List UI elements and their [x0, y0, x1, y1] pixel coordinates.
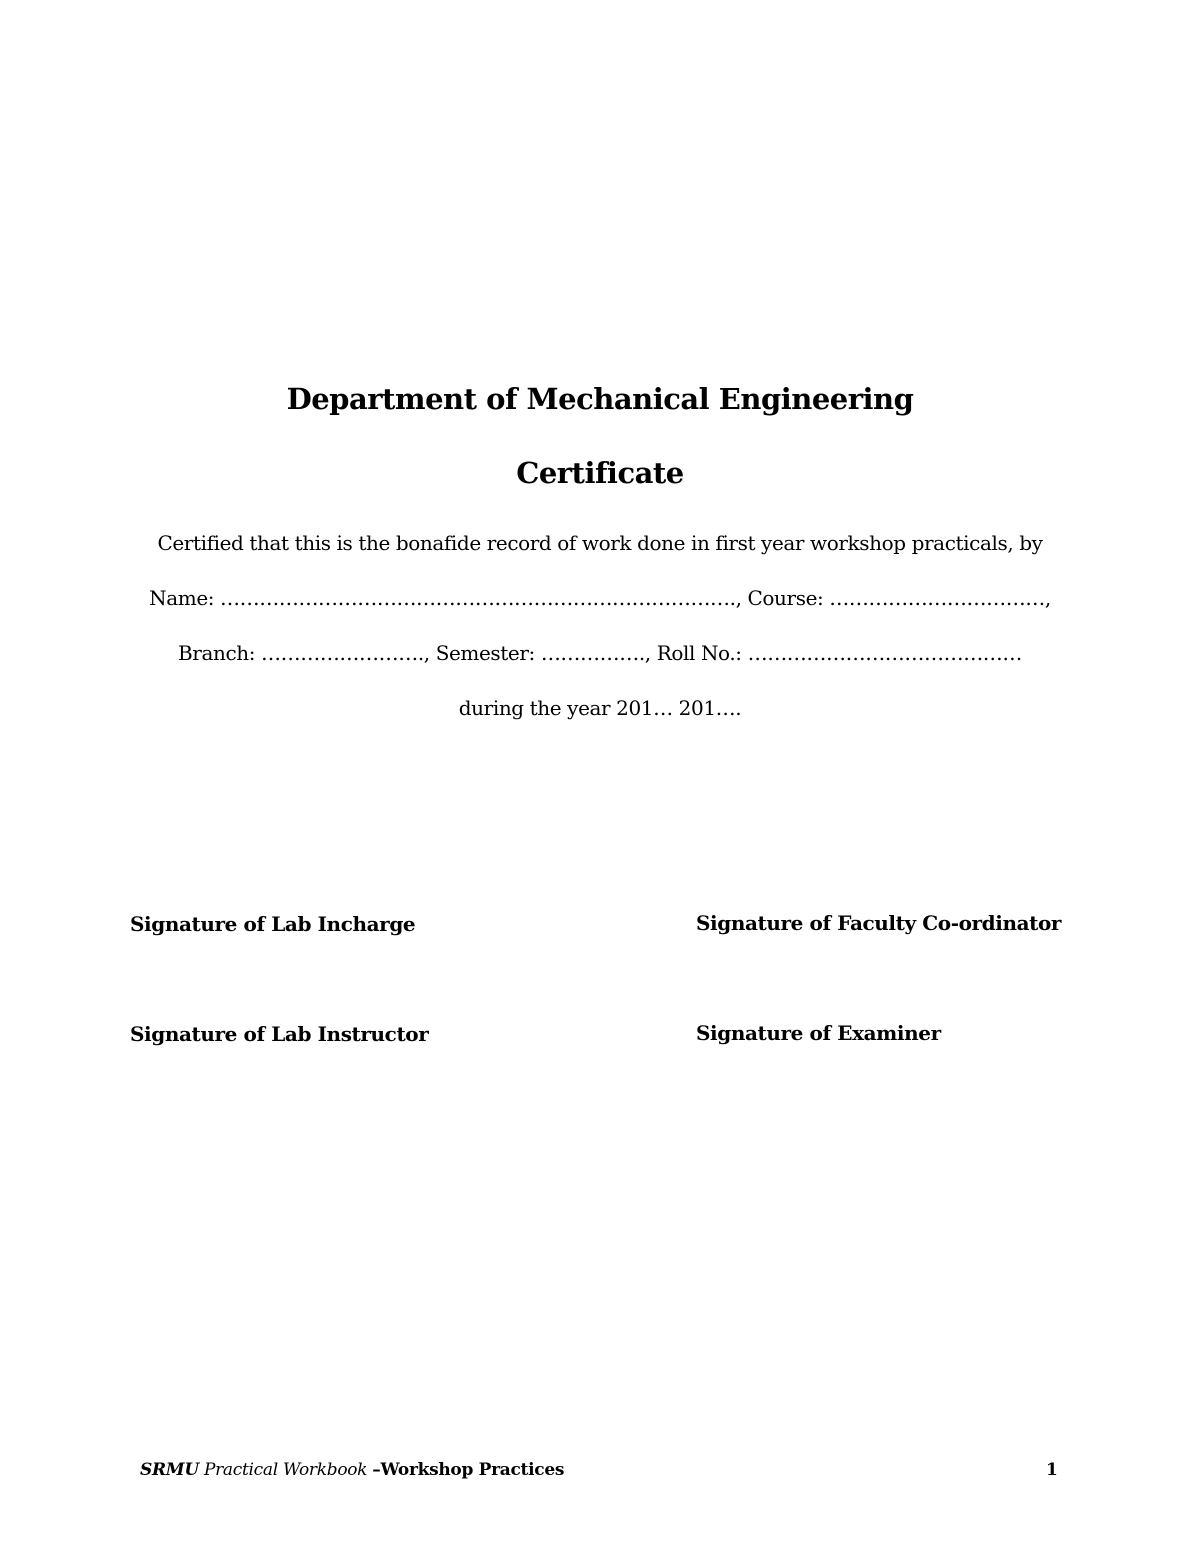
name-course-field-line: Name: ……………………………………………………………………., Course: ……………………………,: [149, 586, 1051, 610]
department-heading: Department of Mechanical Engineering: [286, 382, 914, 416]
footer-workbook: Practical Workbook: [198, 1460, 373, 1480]
signature-lab-instructor: Signature of Lab Instructor: [130, 1022, 429, 1046]
signature-faculty-coordinator: Signature of Faculty Co-ordinator: [696, 911, 1062, 935]
signature-lab-incharge: Signature of Lab Incharge: [130, 912, 416, 936]
academic-year-line: during the year 201… 201….: [458, 696, 742, 720]
certification-statement: Certified that this is the bonafide record of work done in first year workshop practicals, by: [157, 531, 1043, 555]
footer-srmu: SRMU: [140, 1460, 199, 1480]
page-footer: [140, 1460, 564, 1480]
branch-semester-roll-field-line: Branch: ……………………., Semester: ……………., Roll No.: ……………………………………: [177, 641, 1022, 665]
page-number: 1: [1046, 1460, 1058, 1480]
certificate-title: Certificate: [516, 456, 684, 490]
footer-workshop-practices: –Workshop Practices: [372, 1460, 565, 1480]
signature-examiner: Signature of Examiner: [696, 1021, 941, 1045]
